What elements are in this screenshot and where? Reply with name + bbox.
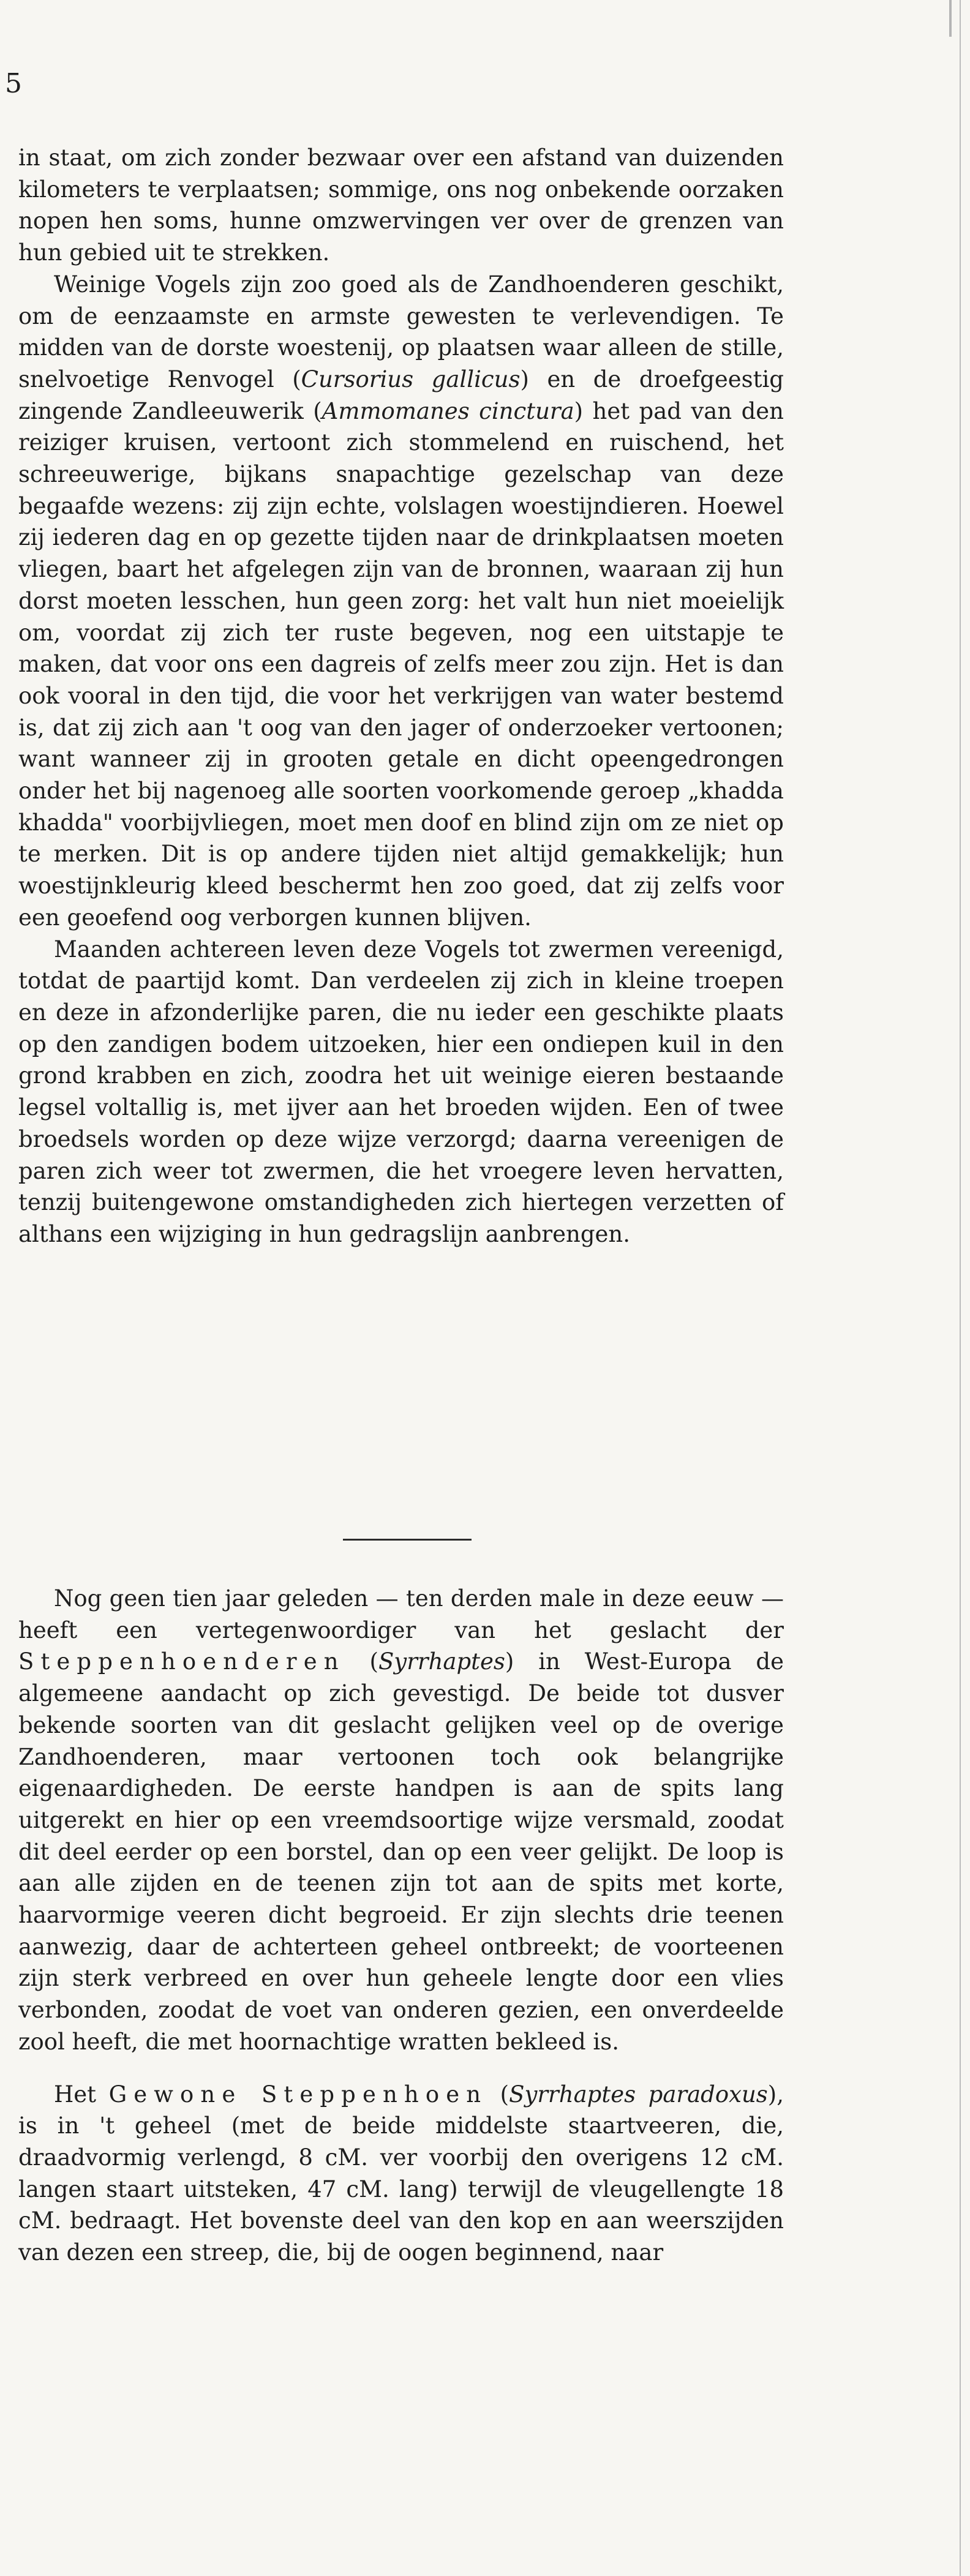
scan-edge-mark xyxy=(949,0,952,37)
text-run: ) het pad van den reiziger kruisen, vertoont zich stommelend en ruischend, het schreeuwerige, bijkans snapachtige gezelschap van deze begaafde wezens: zij zijn echte, volslagen woestijndieren. Hoewel zij iederen dag en op gezette tijden naar de drinkplaatsen moeten vliegen, baart het afgelegen zijn van de bronnen, waaraan zij hun dorst moeten lesschen, hun geen zorg: het valt hun niet moeielijk om, voordat zij zich ter ruste begeven, nog een uitstapje te maken, dat voor ons een dagreis of zelfs meer zou zijn. Het is dan ook vooral in den tijd, die voor het verkrijgen van water bestemd is, dat zij zich aan 't oog van den jager of onderzoeker vertoonen; want wanneer zij in grooten getale en dicht opeengedrongen onder het bij nagenoeg alle soorten voorkomende geroep „khadda khadda" voorbijvliegen, moet men doof en blind zijn om ze niet op te merken. Dit is op andere tijden niet altijd gemakkelijk; hun woestijnkleurig kleed beschermt hen zoo goed, dat zij zelfs voor een geoefend oog verborgen kunnen blijven. xyxy=(18,397,784,931)
scan-edge-line xyxy=(960,0,961,2576)
paragraph-continued: in staat, om zich zonder bezwaar over een afstand van duizenden kilometers te verplaatsen; sommige, ons nog onbekende oorzaken nopen hen soms, hunne omzwervingen ver over de grenzen van hun gebied uit te strekken. xyxy=(18,145,784,266)
paragraph-gewone-steppenhoen xyxy=(18,2079,784,2269)
section-divider xyxy=(343,1539,472,1541)
text-run: ), is in 't geheel (met de beide middelste staartveeren, die, draadvormig verlengd, 8 cM. ver voorbij den overigens 12 cM. langen staart uitsteken, 47 cM. lang) terwijl de vleugellengte 18 cM. bedraagt. Het bovenste deel van den kop en aan weerszijden van dezen een streep, die, bij de oogen beginnend, naar xyxy=(18,2081,784,2266)
species-name: Cursorius gallicus xyxy=(301,366,521,392)
species-common-name: Gewone Steppenhoen xyxy=(108,2081,488,2108)
page-number: 5 xyxy=(5,68,22,99)
text-run: Het xyxy=(54,2081,109,2108)
text-run: ( xyxy=(487,2081,509,2108)
paragraph-syrrhaptes xyxy=(18,1583,784,2058)
text-run: Weinige Vogels zijn zoo goed als de Zandhoenderen geschikt, om de eenzaamste en armste gewesten te verlevendigen. Te midden van de dorste woestenij, op plaatsen waar alleen de stille, snelvoetige Renvogel ( xyxy=(18,271,784,392)
paragraph-breeding: Maanden achtereen leven deze Vogels tot zwermen vereenigd, totdat de paartijd komt. Dan verdeelen zij zich in kleine troepen en deze in afzonderlijke paren, die nu ieder een geschikte plaats op den zandigen bodem uitzoeken, hier een ondiepen kuil in den grond krabben en zich, zoodra het uit weinige eieren bestaande legsel voltallig is, met ijver aan het broeden wijden. Een of twee broedsels worden op deze wijze verzorgd; daarna vereenigen de paren zich weer tot zwermen, die het vroegere leven hervatten, tenzij buitengewone omstandigheden zich hiertegen verzetten of althans een wijziging in hun gedragslijn aanbrengen. xyxy=(18,936,784,1247)
text-run: ( xyxy=(345,1648,378,1675)
species-name: Ammomanes cinctura xyxy=(321,397,574,424)
text-run: Nog geen tien jaar geleden — ten derden male in deze eeuw — heeft een vertegenwoordiger van het geslacht der xyxy=(18,1585,784,1643)
genus-name: Syrrhaptes xyxy=(378,1648,505,1675)
species-name: Syrrhaptes paradoxus xyxy=(509,2081,768,2108)
text-run: ) en de droefgeestig zingende Zandleeuwerik ( xyxy=(18,366,784,424)
text-run: ) in West-Europa de algemeene aandacht op zich gevestigd. De beide tot dusver bekende soorten van dit geslacht gelijken veel op de overige Zandhoenderen, maar vertoonen toch ook belangrijke eigenaardigheden. De eerste handpen is aan de spits lang uitgerekt en hier op een vreemdsoortige wijze versmald, zoodat dit deel eerder op een borstel, dan op een veer gelijkt. De loop is aan alle zijden en de teenen zijn tot aan de spits met korte, haarvormige veeren dicht begroeid. Er zijn slechts drie teenen aanwezig, daar de achterteen geheel ontbreekt; de voorteenen zijn sterk verbreed en over hun geheele lengte door een vlies verbonden, zoodat de voet van onderen gezien, een onverdeelde zool heeft, die met hoornachtige wratten bekleed is. xyxy=(18,1648,784,2055)
genus-common-name: Steppenhoenderen xyxy=(18,1648,345,1675)
section-steppenhoenders-text xyxy=(18,1583,784,2269)
paragraph-desert-birds xyxy=(18,269,784,934)
section-zandhoenders-text xyxy=(18,142,784,1250)
